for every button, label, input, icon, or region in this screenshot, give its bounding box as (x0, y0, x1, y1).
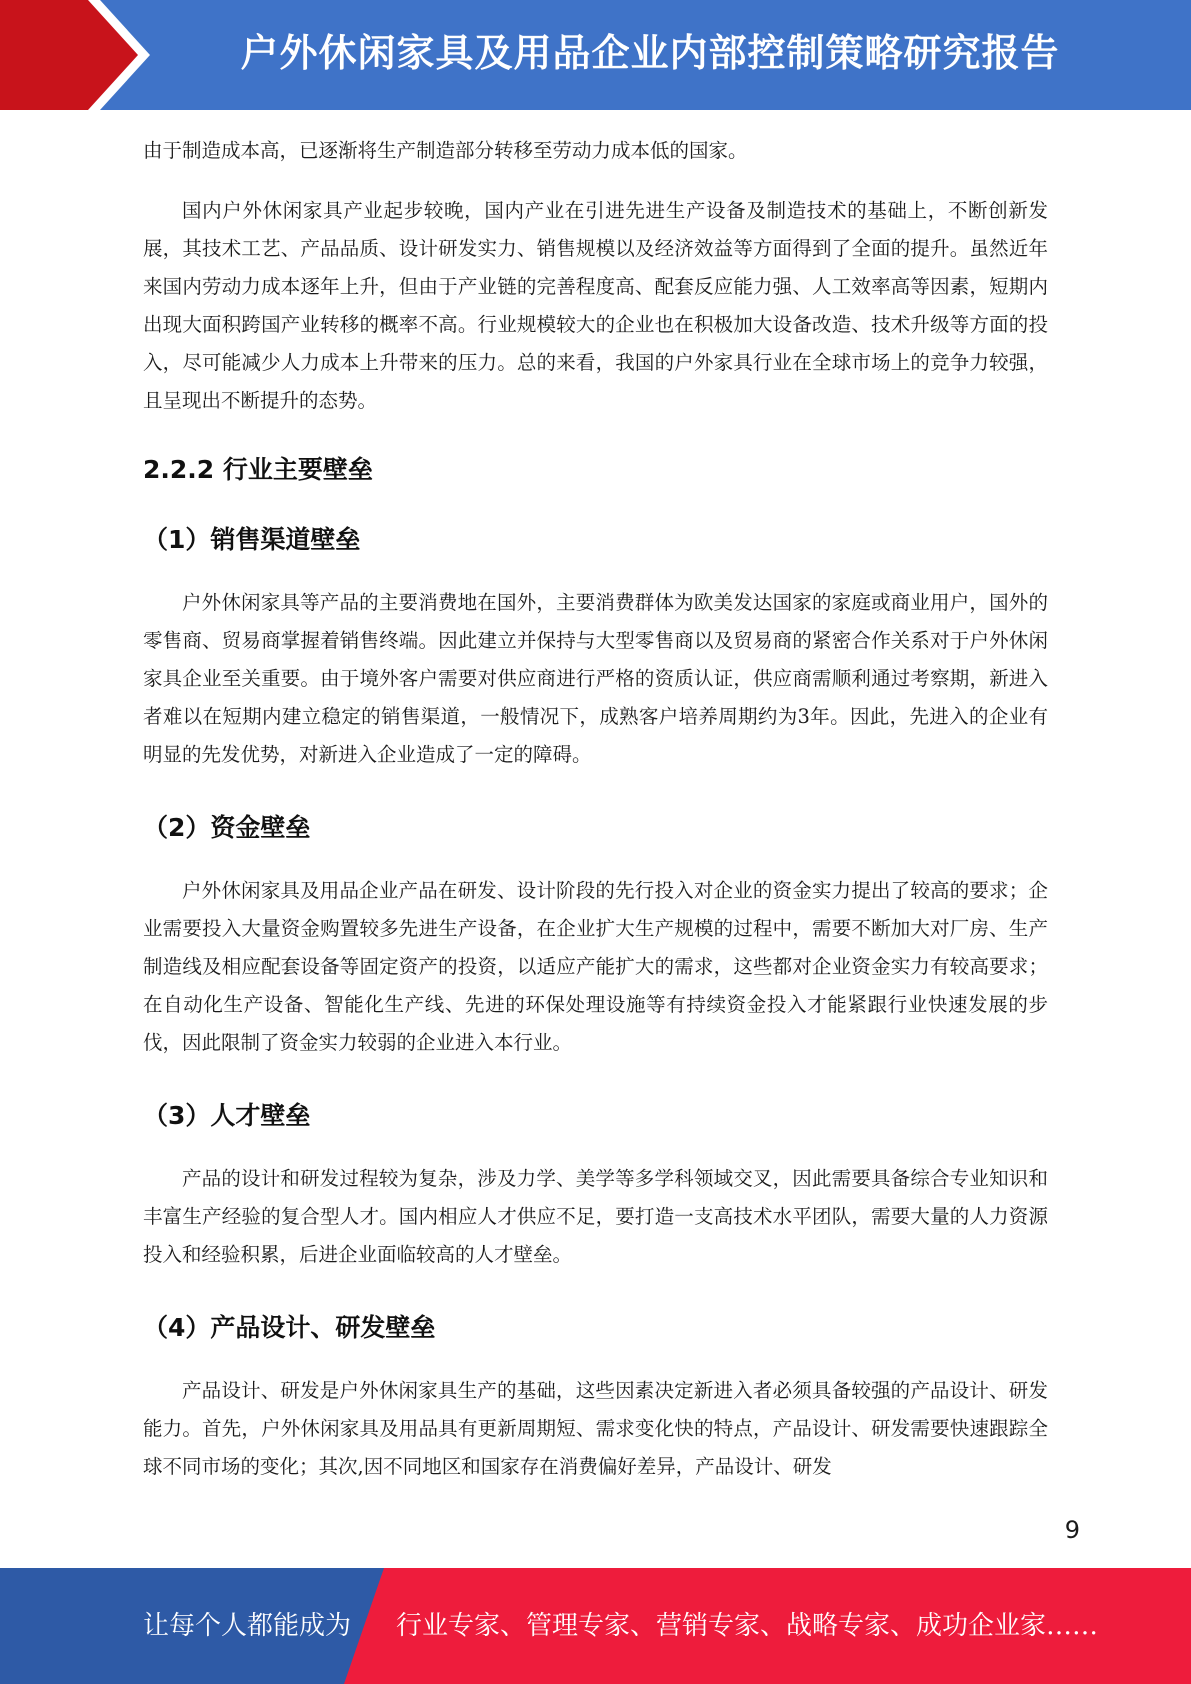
document-body (143, 132, 1048, 1486)
paragraph-capital: 户外休闲家具及用品企业产品在研发、设计阶段的先行投入对企业的资金实力提出了较高的要求；企业需要投入大量资金购置较多先进生产设备，在企业扩大生产规模的过程中，需要不断加大对厂房、生产制造线及相应配套设备等固定资产的投资，以适应产能扩大的需求，这些都对企业资金实力有较高要求；在自动化生产设备、智能化生产线、先进的环保处理设施等有持续资金投入才能紧跟行业快速发展的步伐，因此限制了资金实力较弱的企业进入本行业。 (143, 879, 1048, 1054)
subheading-sales-channel: （1）销售渠道壁垒 (143, 525, 361, 554)
paragraph-domestic-industry: 国内户外休闲家具产业起步较晚，国内产业在引进先进生产设备及制造技术的基础上，不断创新发展，其技术工艺、产品品质、设计研发实力、销售规模以及经济效益等方面得到了全面的提升。虽然近年来国内劳动力成本逐年上升，但由于产业链的完善程度高、配套反应能力强、人工效率高等因素，短期内出现大面积跨国产业转移的概率不高。行业规模较大的企业也在积极加大设备改造、技术升级等方面的投入，尽可能减少人力成本上升带来的压力。总的来看，我国的户外家具行业在全球市场上的竞争力较强，且呈现出不断提升的态势。 (143, 199, 1048, 412)
paragraph-talent: 产品的设计和研发过程较为复杂，涉及力学、美学等多学科领域交叉，因此需要具备综合专业知识和丰富生产经验的复合型人才。国内相应人才供应不足，要打造一支高技术水平团队，需要大量的人力资源投入和经验积累，后进企业面临较高的人才壁垒。 (143, 1167, 1048, 1266)
paragraph-sales-channel: 户外休闲家具等产品的主要消费地在国外，主要消费群体为欧美发达国家的家庭或商业用户，国外的零售商、贸易商掌握着销售终端。因此建立并保持与大型零售商以及贸易商的紧密合作关系对于户外休闲家具企业至关重要。由于境外客户需要对供应商进行严格的资质认证，供应商需顺利通过考察期，新进入者难以在短期内建立稳定的销售渠道，一般情况下，成熟客户培养周期约为3年。因此，先进入的企业有明显的先发优势，对新进入企业造成了一定的障碍。 (143, 591, 1048, 766)
page-header (0, 0, 1191, 110)
header-red-arrow-icon (0, 0, 150, 110)
paragraph-design-rd: 产品设计、研发是户外休闲家具生产的基础，这些因素决定新进入者必须具备较强的产品设计、研发能力。首先，户外休闲家具及用品具有更新周期短、需求变化快的特点，产品设计、研发需要快速跟踪全球不同市场的变化；其次,因不同地区和国家存在消费偏好差异，产品设计、研发 (143, 1379, 1048, 1478)
footer-slogan-right: 行业专家、管理专家、营销专家、战略专家、成功企业家…… (396, 1611, 1099, 1641)
paragraph-intro-continued: 由于制造成本高，已逐渐将生产制造部分转移至劳动力成本低的国家。 (143, 139, 748, 162)
page-footer (0, 1568, 1191, 1684)
page-number: 9 (1064, 1516, 1080, 1544)
footer-slogan-left: 让每个人都能成为 (143, 1611, 352, 1641)
report-title: 户外休闲家具及用品企业内部控制策略研究报告 (240, 31, 1060, 75)
subheading-talent: （3）人才壁垒 (143, 1101, 311, 1130)
subheading-capital: （2）资金壁垒 (143, 813, 311, 842)
section-heading-barriers: 2.2.2 行业主要壁垒 (143, 455, 373, 484)
subheading-design-rd: （4）产品设计、研发壁垒 (143, 1313, 436, 1342)
